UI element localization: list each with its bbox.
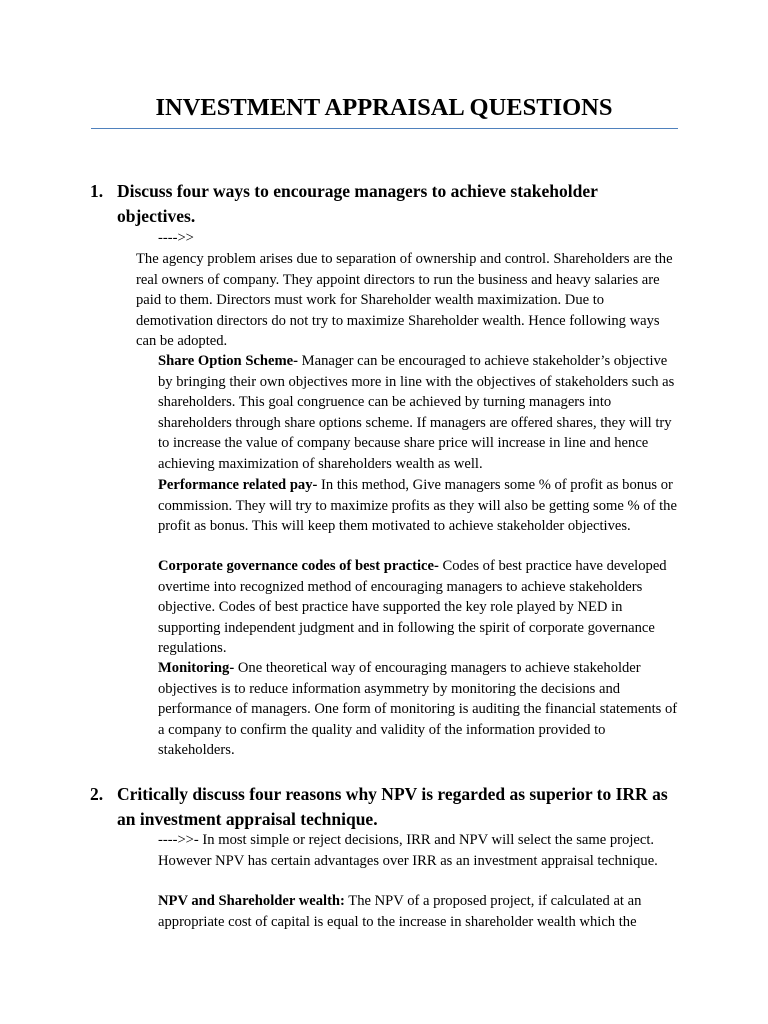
item-text: Codes of best practice have developed overtime into recognized method of encouraging managers to achieve stakeholders objective. Codes of best practice have supported the key role played by NED in supporting independent judgment and in following the spirit of corporate governance regulations. — [158, 558, 667, 657]
item-term: Corporate governance codes of best practice- — [158, 558, 439, 574]
item-text: In this method, Give managers some % of profit as bonus or commission. They will try to maximize profits as they will also be getting some % of the profit as bonus. This will keep them motivated to achieve stakeholder objectives. — [158, 477, 677, 535]
item-term: Performance related pay- — [158, 477, 318, 493]
answer-item-npv-shareholder-wealth — [158, 891, 680, 932]
title-underline — [91, 128, 678, 129]
question-number: 2. — [90, 784, 104, 804]
answer-item-performance-related-pay — [158, 475, 680, 537]
item-text: One theoretical way of encouraging managers to achieve stakeholder objectives is to reduce information asymmetry by monitoring the decisions and performance of managers. One form of monitoring is auditing the financial statements of a company to confirm the quality and validity of the information provided to stakeholders. — [158, 660, 678, 759]
question-text: Critically discuss four reasons why NPV is regarded as superior to IRR as an investment appraisal technique. — [117, 784, 668, 829]
item-term: Monitoring- — [158, 660, 235, 676]
question-1-heading — [90, 179, 680, 229]
answer-intro-paragraph: ---->>- In most simple or reject decisions, IRR and NPV will select the same project. However NPV has certain advantages over IRR as an investment appraisal technique. — [158, 832, 658, 869]
item-text: The NPV of a proposed project, if calculated at an appropriate cost of capital is equal to the increase in shareholder wealth which the — [158, 893, 642, 930]
answer-arrow: ---->> — [158, 230, 194, 246]
item-text: Manager can be encouraged to achieve stakeholder’s objective by bringing their own objectives more in line with the objectives of stakeholders such as shareholders. This goal congruence can be achieved by turning managers into shareholders through share options scheme. If managers are offered shares, they will try to increase the value of company because share price will increase in line and hence achieving maximization of shareholders wealth as well. — [158, 353, 675, 472]
question-number: 1. — [90, 181, 104, 201]
answer-item-share-option-scheme — [158, 351, 680, 475]
item-term: Share Option Scheme- — [158, 353, 298, 369]
answer-item-corporate-governance — [158, 556, 680, 659]
document-title: INVESTMENT APPRAISAL QUESTIONS — [155, 94, 613, 121]
answer-intro-paragraph: The agency problem arises due to separation of ownership and control. Shareholders are the real owners of company. They appoint directors to run the business and heavy salaries are paid to them. Directors must work for Shareholder wealth maximization. Due to demotivation directors do not try to maximize Shareholder wealth. Hence following ways can be adopted. — [136, 251, 673, 350]
question-2-heading — [90, 782, 680, 832]
answer-item-monitoring — [158, 658, 680, 761]
question-text: Discuss four ways to encourage managers to achieve stakeholder objectives. — [117, 181, 598, 226]
item-term: NPV and Shareholder wealth: — [158, 893, 345, 909]
